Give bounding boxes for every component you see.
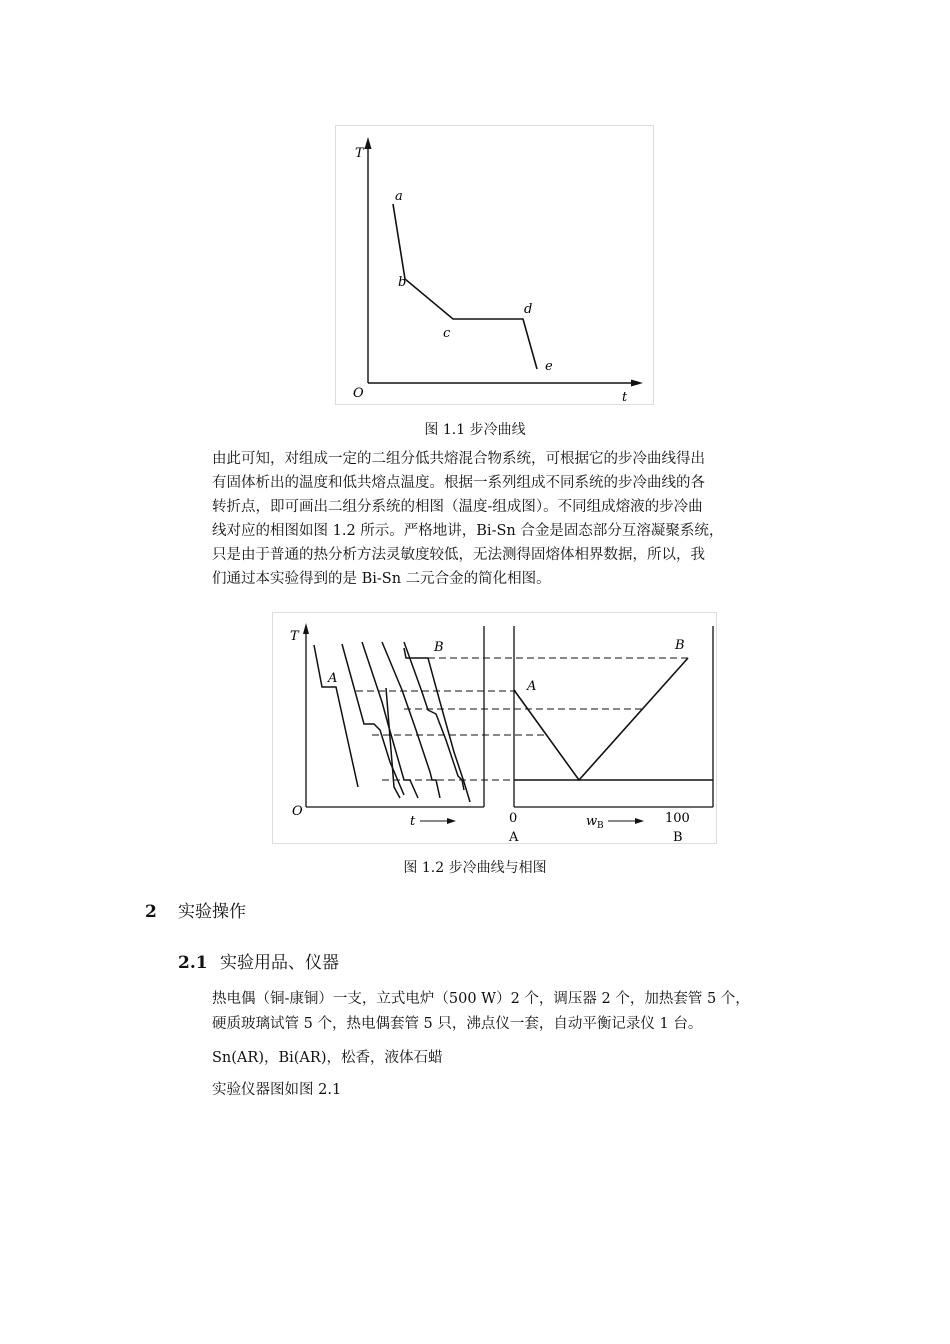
subsection-title: 实验用品、仪器 xyxy=(220,953,339,973)
right-label-A: A xyxy=(527,679,537,694)
figure-1-2 xyxy=(272,612,718,844)
left-label-A: A xyxy=(328,671,338,686)
paragraph-line: 由此可知，对组成一定的二组分低共熔混合物系统，可根据它的步冷曲线得出 xyxy=(212,451,705,467)
body-paragraph xyxy=(212,447,792,591)
cooling-curve-3 xyxy=(362,642,418,798)
section-number: 2 xyxy=(145,902,157,922)
right-x-subscript: B xyxy=(597,821,604,831)
paragraph-line: 线对应的相图如图 1.2 所示。严格地讲，Bi-Sn 合金是固态部分互溶凝聚系统， xyxy=(212,523,724,539)
left-axis-label-t: t xyxy=(410,814,416,829)
point-c-label: c xyxy=(443,326,451,341)
paragraph-line: 热电偶（铜-康铜）一支，立式电炉（500 W）2 个，调压器 2 个，加热套管 5 个， xyxy=(212,991,750,1007)
point-b-label: b xyxy=(398,275,407,290)
left-label-B: B xyxy=(434,640,444,655)
right-x-start: 0 xyxy=(509,811,518,826)
right-label-B: B xyxy=(675,638,685,653)
cooling-curve-4 xyxy=(382,642,440,798)
paragraph-line: 有固体析出的温度和低共熔点温度。根据一系列组成不同系统的步冷曲线的各 xyxy=(212,475,705,491)
axis-label-T: T xyxy=(355,146,364,161)
left-axis-label-T: T xyxy=(290,629,299,644)
section-heading-2 xyxy=(145,897,246,922)
paragraph-line: 们通过本实验得到的是 Bi-Sn 二元合金的简化相图。 xyxy=(212,571,551,587)
cooling-curve-1 xyxy=(314,645,358,787)
point-e-label: e xyxy=(545,359,553,374)
cooling-curves-and-phase-diagram xyxy=(272,612,718,844)
origin-label: O xyxy=(353,386,364,401)
cooling-curve-diagram xyxy=(335,125,655,405)
paragraph-line: 只是由于普通的热分析方法灵敏度较低，无法测得固熔体相界数据，所以，我 xyxy=(212,547,705,563)
subsection-number: 2.1 xyxy=(178,953,208,973)
right-below-A: A xyxy=(509,830,519,844)
figure-1-1-caption: 图 1.1 步冷曲线 xyxy=(424,422,526,438)
paragraph-line: 转折点，即可画出二组分系统的相图（温度-组成图）。不同组成熔液的步冷曲 xyxy=(212,499,703,515)
cooling-curve xyxy=(393,204,537,369)
section-heading-2-1 xyxy=(178,948,339,973)
cooling-curve-2 xyxy=(342,644,404,795)
section-title: 实验操作 xyxy=(178,902,246,922)
right-x-end: 100 xyxy=(665,811,690,826)
equipment-paragraph xyxy=(212,987,812,1037)
left-origin-label: O xyxy=(292,804,303,819)
right-below-B: B xyxy=(673,830,683,844)
reagents-line: Sn(AR)，Bi(AR)，松香，液体石蜡 xyxy=(212,1050,443,1066)
cooling-curve-5 xyxy=(404,642,464,790)
point-a-label: a xyxy=(395,189,403,204)
axis-label-t: t xyxy=(622,390,628,405)
figure-reference-line: 实验仪器图如图 2.1 xyxy=(212,1082,342,1098)
right-x-label: w xyxy=(586,814,598,829)
paragraph-line: 硬质玻璃试管 5 个，热电偶套管 5 只，沸点仪一套，自动平衡记录仪 1 台。 xyxy=(212,1016,703,1032)
liquidus-lines xyxy=(514,658,688,780)
figure-1-2-caption: 图 1.2 步冷曲线与相图 xyxy=(403,860,547,876)
figure-1-1 xyxy=(335,125,655,405)
point-d-label: d xyxy=(524,302,533,317)
